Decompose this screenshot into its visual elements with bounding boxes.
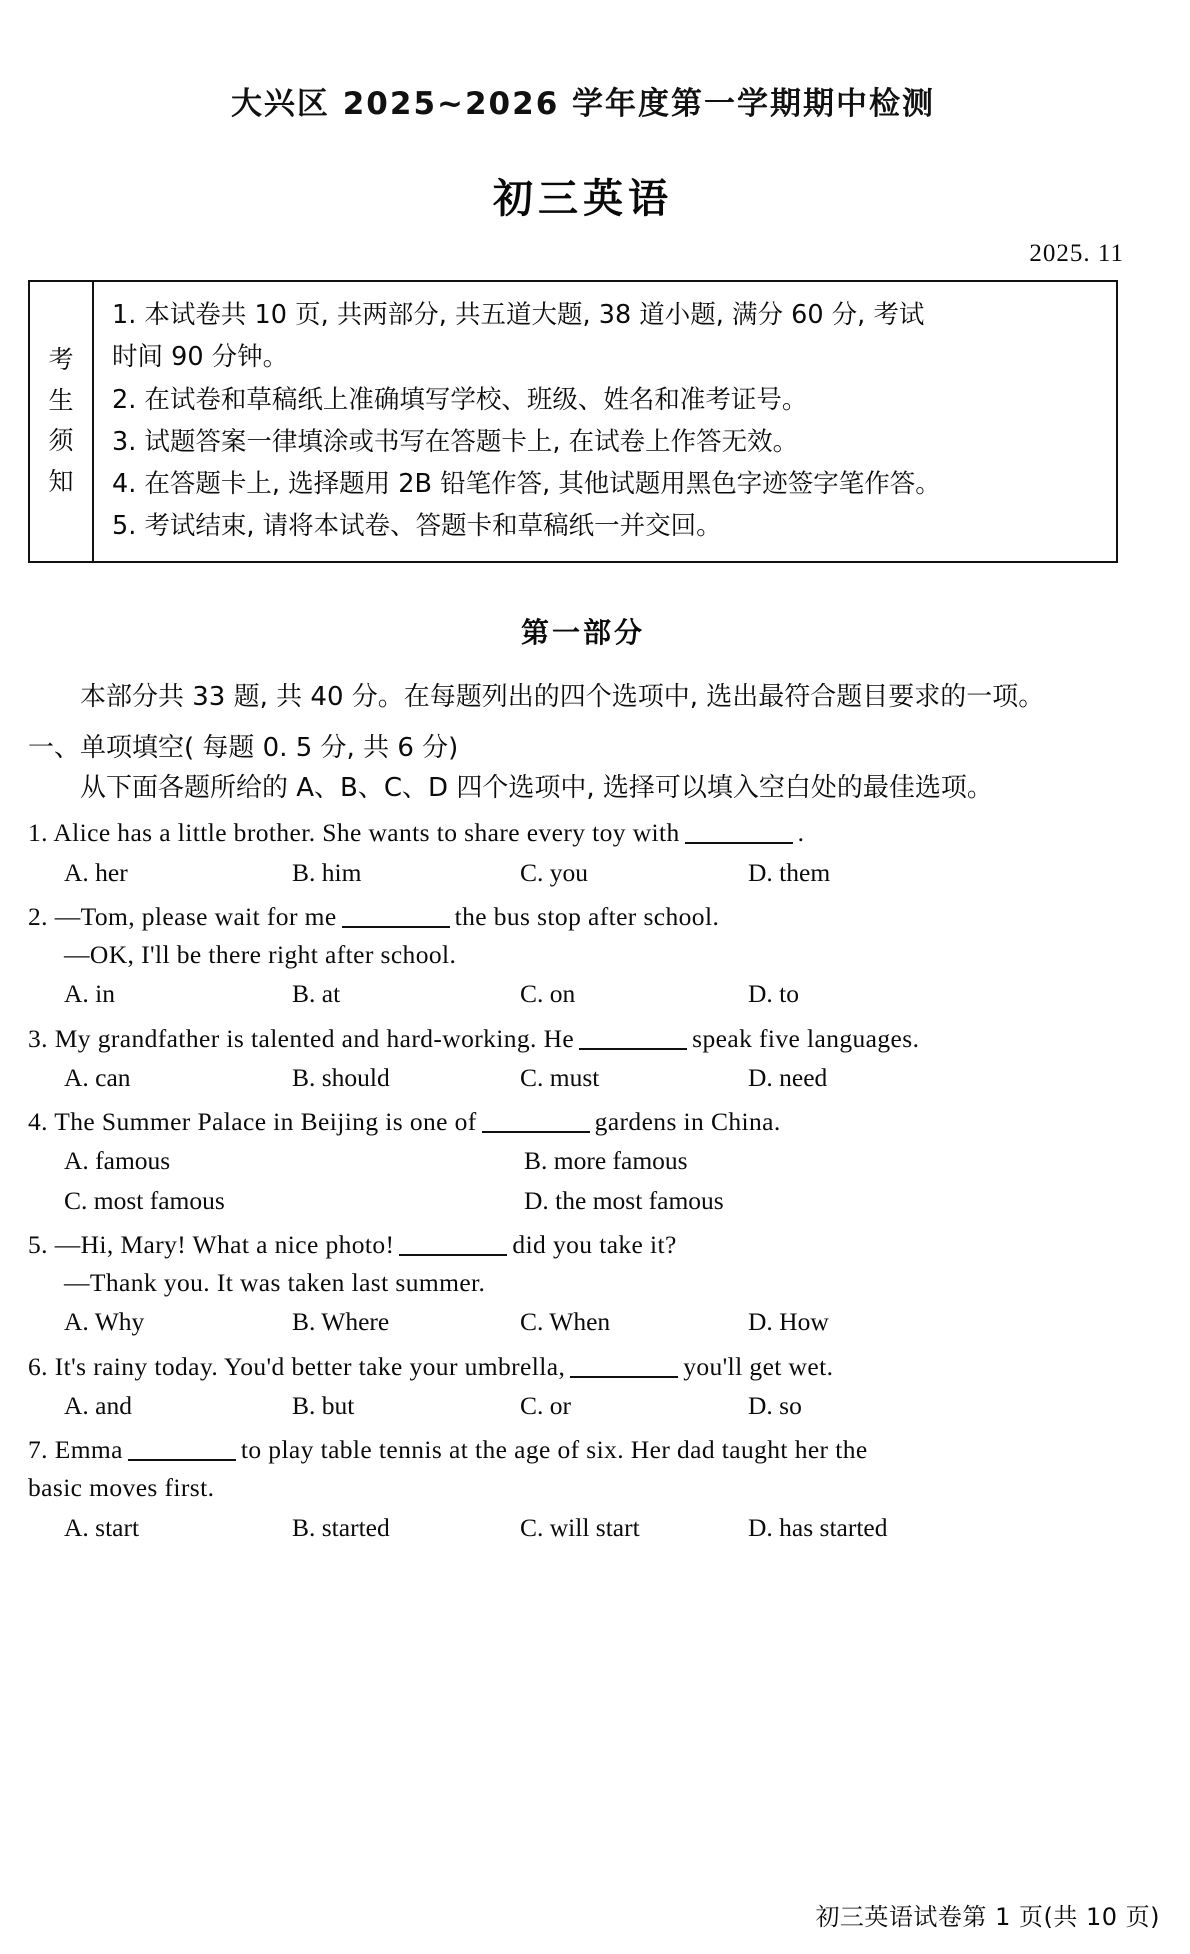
option-b[interactable]: B. more famous (524, 1146, 688, 1176)
option-a[interactable]: A. Why (64, 1307, 145, 1337)
option-b[interactable]: B. started (292, 1512, 390, 1542)
question-text-before: Emma (54, 1435, 123, 1465)
notice-item-list (94, 282, 1116, 561)
question-text-before: The Summer Palace in Beijing is one of (54, 1107, 477, 1137)
notice-label-char: 须 (48, 426, 74, 456)
question-text-after: gardens in China. (594, 1107, 781, 1137)
option-b[interactable]: B. at (292, 979, 341, 1009)
question-number: 6. (28, 1351, 48, 1381)
answer-blank[interactable] (128, 1459, 236, 1461)
question-number: 2. (28, 901, 48, 931)
option-row (28, 975, 1138, 1013)
answer-blank[interactable] (685, 842, 793, 844)
notice-label-char: 知 (48, 466, 74, 496)
question-stem (28, 814, 1138, 852)
question-text-after: the bus stop after school. (454, 901, 720, 931)
option-a[interactable]: A. can (64, 1062, 131, 1092)
answer-blank[interactable] (570, 1376, 678, 1378)
option-b[interactable]: B. him (292, 857, 362, 887)
page-footer: 初三英语试卷第 1 页(共 10 页) (815, 1903, 1160, 1931)
section-description: 从下面各题所给的 A、B、C、D 四个选项中, 选择可以填入空白处的最佳选项。 (80, 773, 993, 804)
option-a[interactable]: A. and (64, 1390, 132, 1420)
option-c[interactable]: C. most famous (64, 1185, 225, 1215)
option-c[interactable]: C. will start (520, 1512, 640, 1542)
part-description: 本部分共 33 题, 共 40 分。在每题列出的四个选项中, 选出最符合题目要求的一项。 (80, 681, 1045, 712)
question-item (28, 1431, 1138, 1547)
option-row (28, 1182, 1138, 1220)
notice-item: 2. 在试卷和草稿纸上准确填写学校、班级、姓名和准考证号。 (112, 384, 808, 415)
option-c[interactable]: C. must (520, 1062, 600, 1092)
option-a[interactable]: A. in (64, 979, 115, 1009)
question-text-before: —Tom, please wait for me (54, 901, 337, 931)
question-item (28, 1226, 1138, 1342)
option-c[interactable]: C. When (520, 1307, 611, 1337)
section-heading: 一、单项填空( 每题 0. 5 分, 共 6 分) (28, 733, 459, 764)
part-heading: 第一部分 (520, 615, 645, 649)
question-number: 7. (28, 1435, 48, 1465)
question-text-before: Alice has a little brother. She wants to share every toy with (53, 818, 680, 848)
exam-title: 大兴区 2025~2026 学年度第一学期期中检测 (230, 86, 936, 122)
notice-label-char: 考 (48, 345, 74, 375)
question-stem (28, 898, 1138, 936)
question-number: 1. (28, 818, 48, 848)
option-c[interactable]: C. you (520, 857, 589, 887)
question-number: 3. (28, 1023, 48, 1053)
answer-blank[interactable] (482, 1131, 590, 1133)
answer-blank[interactable] (399, 1254, 507, 1256)
question-text-after: you'll get wet. (683, 1351, 834, 1381)
option-b[interactable]: B. should (292, 1062, 390, 1092)
question-text-after: speak five languages. (692, 1023, 920, 1053)
option-row (28, 1303, 1138, 1341)
question-text-before: —Hi, Mary! What a nice photo! (54, 1229, 395, 1259)
option-a[interactable]: A. start (64, 1512, 140, 1542)
question-stem (28, 1103, 1138, 1141)
question-reply: —Thank you. It was taken last summer. (64, 1268, 486, 1298)
question-item (28, 1020, 1138, 1098)
subject-title: 初三英语 (493, 176, 673, 222)
question-stem (28, 1020, 1138, 1058)
notice-item: 5. 考试结束, 请将本试卷、答题卡和草稿纸一并交回。 (112, 511, 722, 542)
option-c[interactable]: C. or (520, 1390, 571, 1420)
option-row (28, 1142, 1138, 1180)
notice-item: 3. 试题答案一律填涂或书写在答题卡上, 在试卷上作答无效。 (112, 426, 799, 457)
notice-label-char: 生 (48, 385, 74, 415)
notice-item: 1. 本试卷共 10 页, 共两部分, 共五道大题, 38 道小题, 满分 60 分, 考试 (112, 300, 925, 330)
question-stem (28, 1226, 1138, 1264)
question-text-before: It's rainy today. You'd better take your umbrella, (54, 1351, 566, 1381)
option-d[interactable]: D. need (748, 1062, 828, 1092)
option-d[interactable]: D. the most famous (524, 1185, 724, 1215)
option-d[interactable]: D. has started (748, 1512, 888, 1542)
option-d[interactable]: D. so (748, 1390, 802, 1420)
option-d[interactable]: D. How (748, 1307, 829, 1337)
question-continuation: basic moves first. (28, 1473, 215, 1503)
question-number: 5. (28, 1229, 48, 1259)
option-row (28, 1509, 1138, 1547)
question-item (28, 1103, 1138, 1220)
question-stem (28, 1348, 1138, 1386)
question-item (28, 1348, 1138, 1426)
question-item (28, 814, 1138, 892)
question-text-after: did you take it? (512, 1229, 677, 1259)
option-c[interactable]: C. on (520, 979, 576, 1009)
question-item (28, 898, 1138, 1014)
question-stem (28, 1431, 1138, 1469)
option-a[interactable]: A. famous (64, 1146, 171, 1176)
question-reply: —OK, I'll be there right after school. (64, 940, 457, 970)
question-text-after: . (797, 818, 805, 848)
notice-box (28, 280, 1118, 563)
option-row (28, 1387, 1138, 1425)
question-text-after: to play table tennis at the age of six. Her dad taught her the (240, 1435, 868, 1465)
option-b[interactable]: B. Where (292, 1307, 390, 1337)
option-b[interactable]: B. but (292, 1390, 355, 1420)
answer-blank[interactable] (579, 1048, 687, 1050)
question-number: 4. (28, 1107, 48, 1137)
option-d[interactable]: D. them (748, 857, 831, 887)
notice-label (30, 282, 94, 561)
option-row (28, 854, 1138, 892)
option-row (28, 1059, 1138, 1097)
option-d[interactable]: D. to (748, 979, 799, 1009)
notice-item: 4. 在答题卡上, 选择题用 2B 铅笔作答, 其他试题用黑色字迹签字笔作答。 (112, 469, 941, 500)
option-a[interactable]: A. her (64, 857, 128, 887)
answer-blank[interactable] (342, 926, 450, 928)
question-text-before: My grandfather is talented and hard-working. He (54, 1023, 575, 1053)
notice-item: 时间 90 分钟。 (112, 342, 289, 373)
exam-date: 2025. 11 (1029, 240, 1124, 267)
